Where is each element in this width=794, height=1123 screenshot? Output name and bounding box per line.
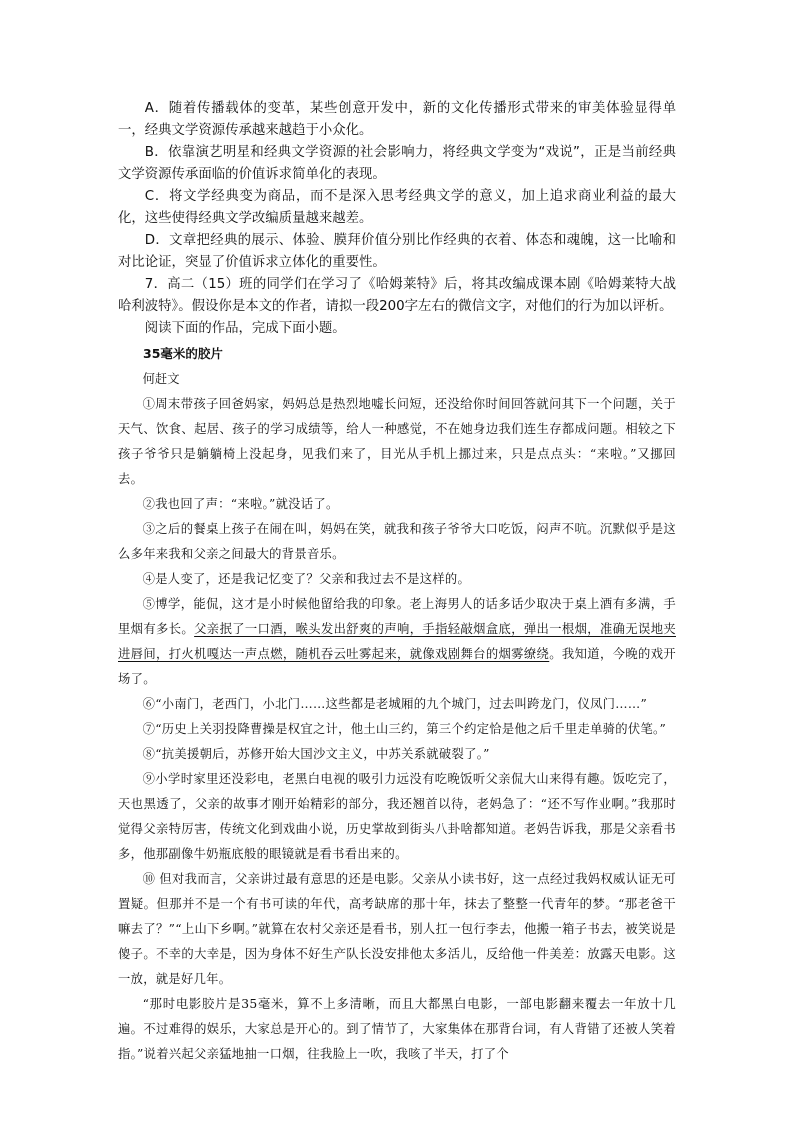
story-paragraph-10: ⑩ 但对我而言，父亲讲过最有意思的还是电影。父亲从小读书好，这一点经过我妈权威认证无可置疑。但那并不是一个有书可读的年代，高考缺席的那十年，抹去了整整一代青年的梦。“那老爸干嘛去了？”“上山下乡啊。”就算在农村父亲还是看书，别人扛一包行李去，他搬一箱子书去，被笑说是傻子。不幸的大幸是，因为身体不好生产队长没安排他太多活儿，反给他一件美差：放露天电影。这一放，就是好几年。 [118,872,676,986]
story-paragraph-1: ①周末带孩子回爸妈家，妈妈总是热烈地嘘长问短，还没给你时间回答就问其下一个问题，关于天气、饮食、起居、孩子的学习成绩等，给人一种感觉，不在她身边我们连生存都成问题。相较之下孩子爷爷只是躺躺椅上没起身，见我们来了，目光从手机上挪过来，只是点点头：“来啦。”又挪回去。 [118,397,676,486]
story-paragraph-11: “那时电影胶片是35毫米，算不上多清晰，而且大都黑白电影，一部电影翻来覆去一年放十几遍。不过难得的娱乐，大家总是开心的。到了情节了，大家集体在那背台词，有人背错了还被人笑着指。”说着兴起父亲猛地抽一口烟，往我脸上一吹，我咳了半天，打了个 [118,997,676,1061]
paragraph-5-tail: 。我知道，今晚的戏开场了。 [118,647,676,686]
story-paragraph-7: ⑦“历史上关羽投降曹操是权宜之计，他土山三约，第三个约定恰是他之后千里走单骑的伏笔。” [142,722,667,736]
story-paragraph-3: ③之后的餐桌上孩子在闹在叫，妈妈在笑，就我和孩子爷爷大口吃饭，闷声不吭。沉默似乎是这么多年来我和父亲之间最大的背景音乐。 [118,522,676,561]
paragraph-5-lead: ⑤博学，能侃，这才是小时候他留给我的印象。老上海男人的话多话少取决于桌上酒有多满，手里烟有多长。 [118,597,676,636]
document-page [118,98,676,1067]
option-c: C．将文学经典变为商品，而不是深入思考经典文学的意义，加上追求商业利益的最大化，这些使得经典文学改编质量越来越差。 [118,189,676,226]
question-7: 7．高二（15）班的同学们在学习了《哈姆莱特》后，将其改编成课本剧《哈姆莱特大战哈利波特》。假设你是本文的作者，请拟一段200字左右的微信文字，对他们的行为加以评析。 [118,277,676,314]
story-paragraph-4: ④是人变了，还是我记忆变了？父亲和我过去不是这样的。 [142,572,471,586]
story-paragraph-2: ②我也回了声：“来啦。”就没话了。 [142,497,339,511]
story-paragraph-8: ⑧“抗美援朝后，苏修开始大国沙文主义，中苏关系就破裂了。” [142,747,490,761]
reading-instruction: 阅读下面的作品，完成下面小题。 [144,321,346,336]
underlined-passage: 父亲抿了一口酒，喉头发出舒爽的声响，手指轻敲烟盒底，弹出一根烟，准确无误地夹进唇间，打火机嘎达一声点燃，随机吞云吐雾起来，就像戏剧舞台的烟雾缭绕 [118,622,676,661]
option-b: B．依靠演艺明星和经典文学资源的社会影响力，将经典文学变为“戏说”，正是当前经典文学资源传承面临的价值诉求简单化的表现。 [118,145,676,182]
story-paragraph-6: ⑥“小南门，老西门，小北门……这些都是老城厢的九个城门，过去叫跨龙门，仪凤门……” [142,697,648,711]
story-paragraph-9: ⑨小学时家里还没彩电，老黑白电视的吸引力远没有吃晚饭听父亲侃大山来得有趣。饭吃完了，天也黑透了，父亲的故事才刚开始精彩的部分，我还翘首以待，老妈急了：“还不写作业啊。”我那时觉得父亲特厉害，传统文化到戏曲小说，历史掌故到街头八卦啥都知道。老妈告诉我，那是父亲看书多，他那副像牛奶瓶底般的眼镜就是看书看出来的。 [118,772,676,861]
story-author: 何赶文 [142,372,180,386]
story-paragraph-5 [118,592,676,692]
story-title: 35毫米的胶片 [143,346,223,361]
option-a: A．随着传播载体的变革，某些创意开发中，新的文化传播形式带来的审美体验显得单一，经典文学资源传承越来越趋于小众化。 [118,101,676,138]
option-d: D．文章把经典的展示、体验、膜拜价值分别比作经典的衣着、体态和魂魄，这一比喻和对比论证，突显了价值诉求立体化的重要性。 [118,233,676,270]
